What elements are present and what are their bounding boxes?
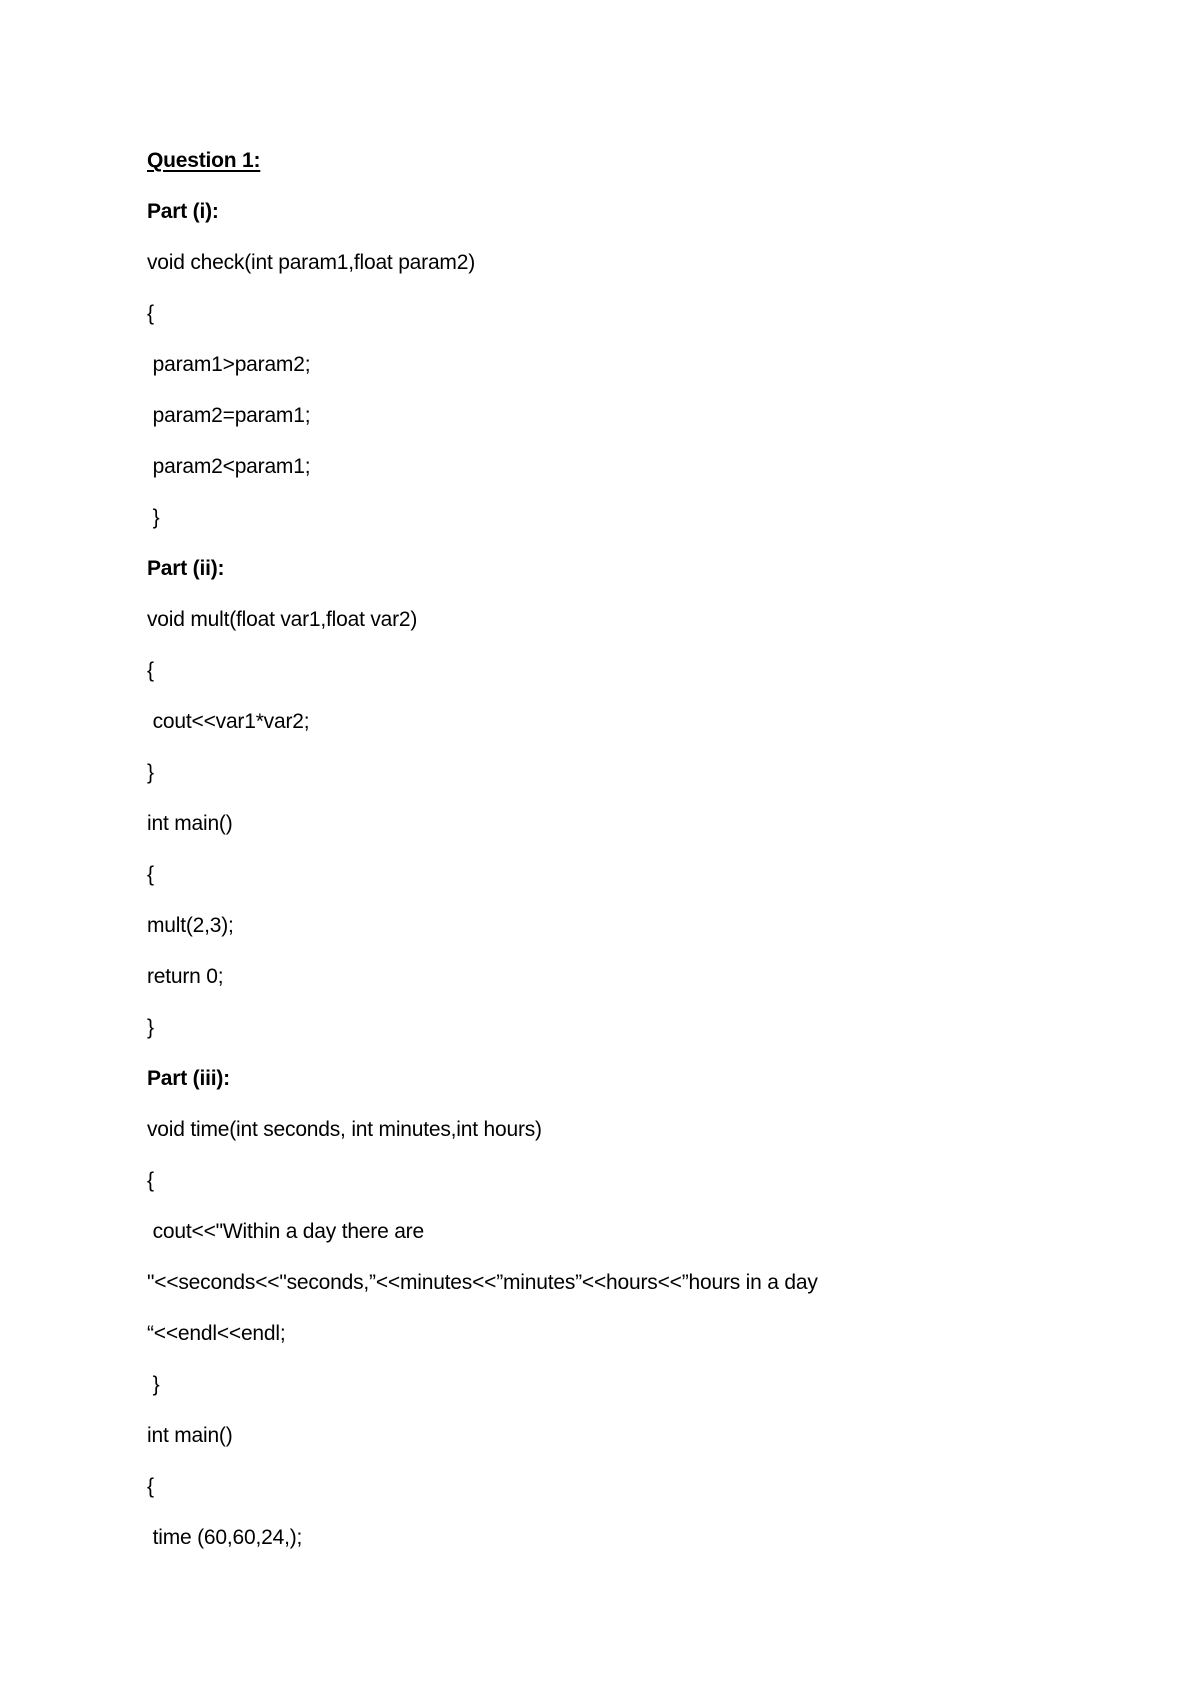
code-line: cout<<"Within a day there are	[147, 1220, 424, 1243]
code-line: int main()	[147, 1424, 233, 1447]
code-line: {	[147, 1169, 154, 1192]
code-line: return 0;	[147, 965, 224, 988]
code-line: "<<seconds<<"seconds,”<<minutes<<”minutes”<<hours<<”hours in a day	[147, 1271, 818, 1294]
code-line: void check(int param1,float param2)	[147, 251, 475, 274]
code-line: }	[147, 1016, 154, 1039]
code-line: param2<param1;	[147, 455, 311, 478]
code-line: {	[147, 302, 154, 325]
part-iii-heading: Part (iii):	[147, 1067, 230, 1090]
code-line: param1>param2;	[147, 353, 311, 376]
code-line: void time(int seconds, int minutes,int hours)	[147, 1118, 542, 1141]
code-line: }	[147, 761, 154, 784]
code-line: int main()	[147, 812, 233, 835]
code-line: mult(2,3);	[147, 914, 234, 937]
code-line: {	[147, 1475, 154, 1498]
code-line: time (60,60,24,);	[147, 1526, 303, 1549]
code-line: void mult(float var1,float var2)	[147, 608, 418, 631]
code-line: param2=param1;	[147, 404, 311, 427]
code-line: {	[147, 863, 154, 886]
part-i-heading: Part (i):	[147, 200, 219, 223]
code-line: }	[147, 1373, 160, 1396]
code-line: }	[147, 506, 160, 529]
question-title: Question 1:	[147, 149, 261, 172]
code-line: {	[147, 659, 154, 682]
code-line: “<<endl<<endl;	[147, 1322, 286, 1345]
part-ii-heading: Part (ii):	[147, 557, 225, 580]
code-line: cout<<var1*var2;	[147, 710, 310, 733]
